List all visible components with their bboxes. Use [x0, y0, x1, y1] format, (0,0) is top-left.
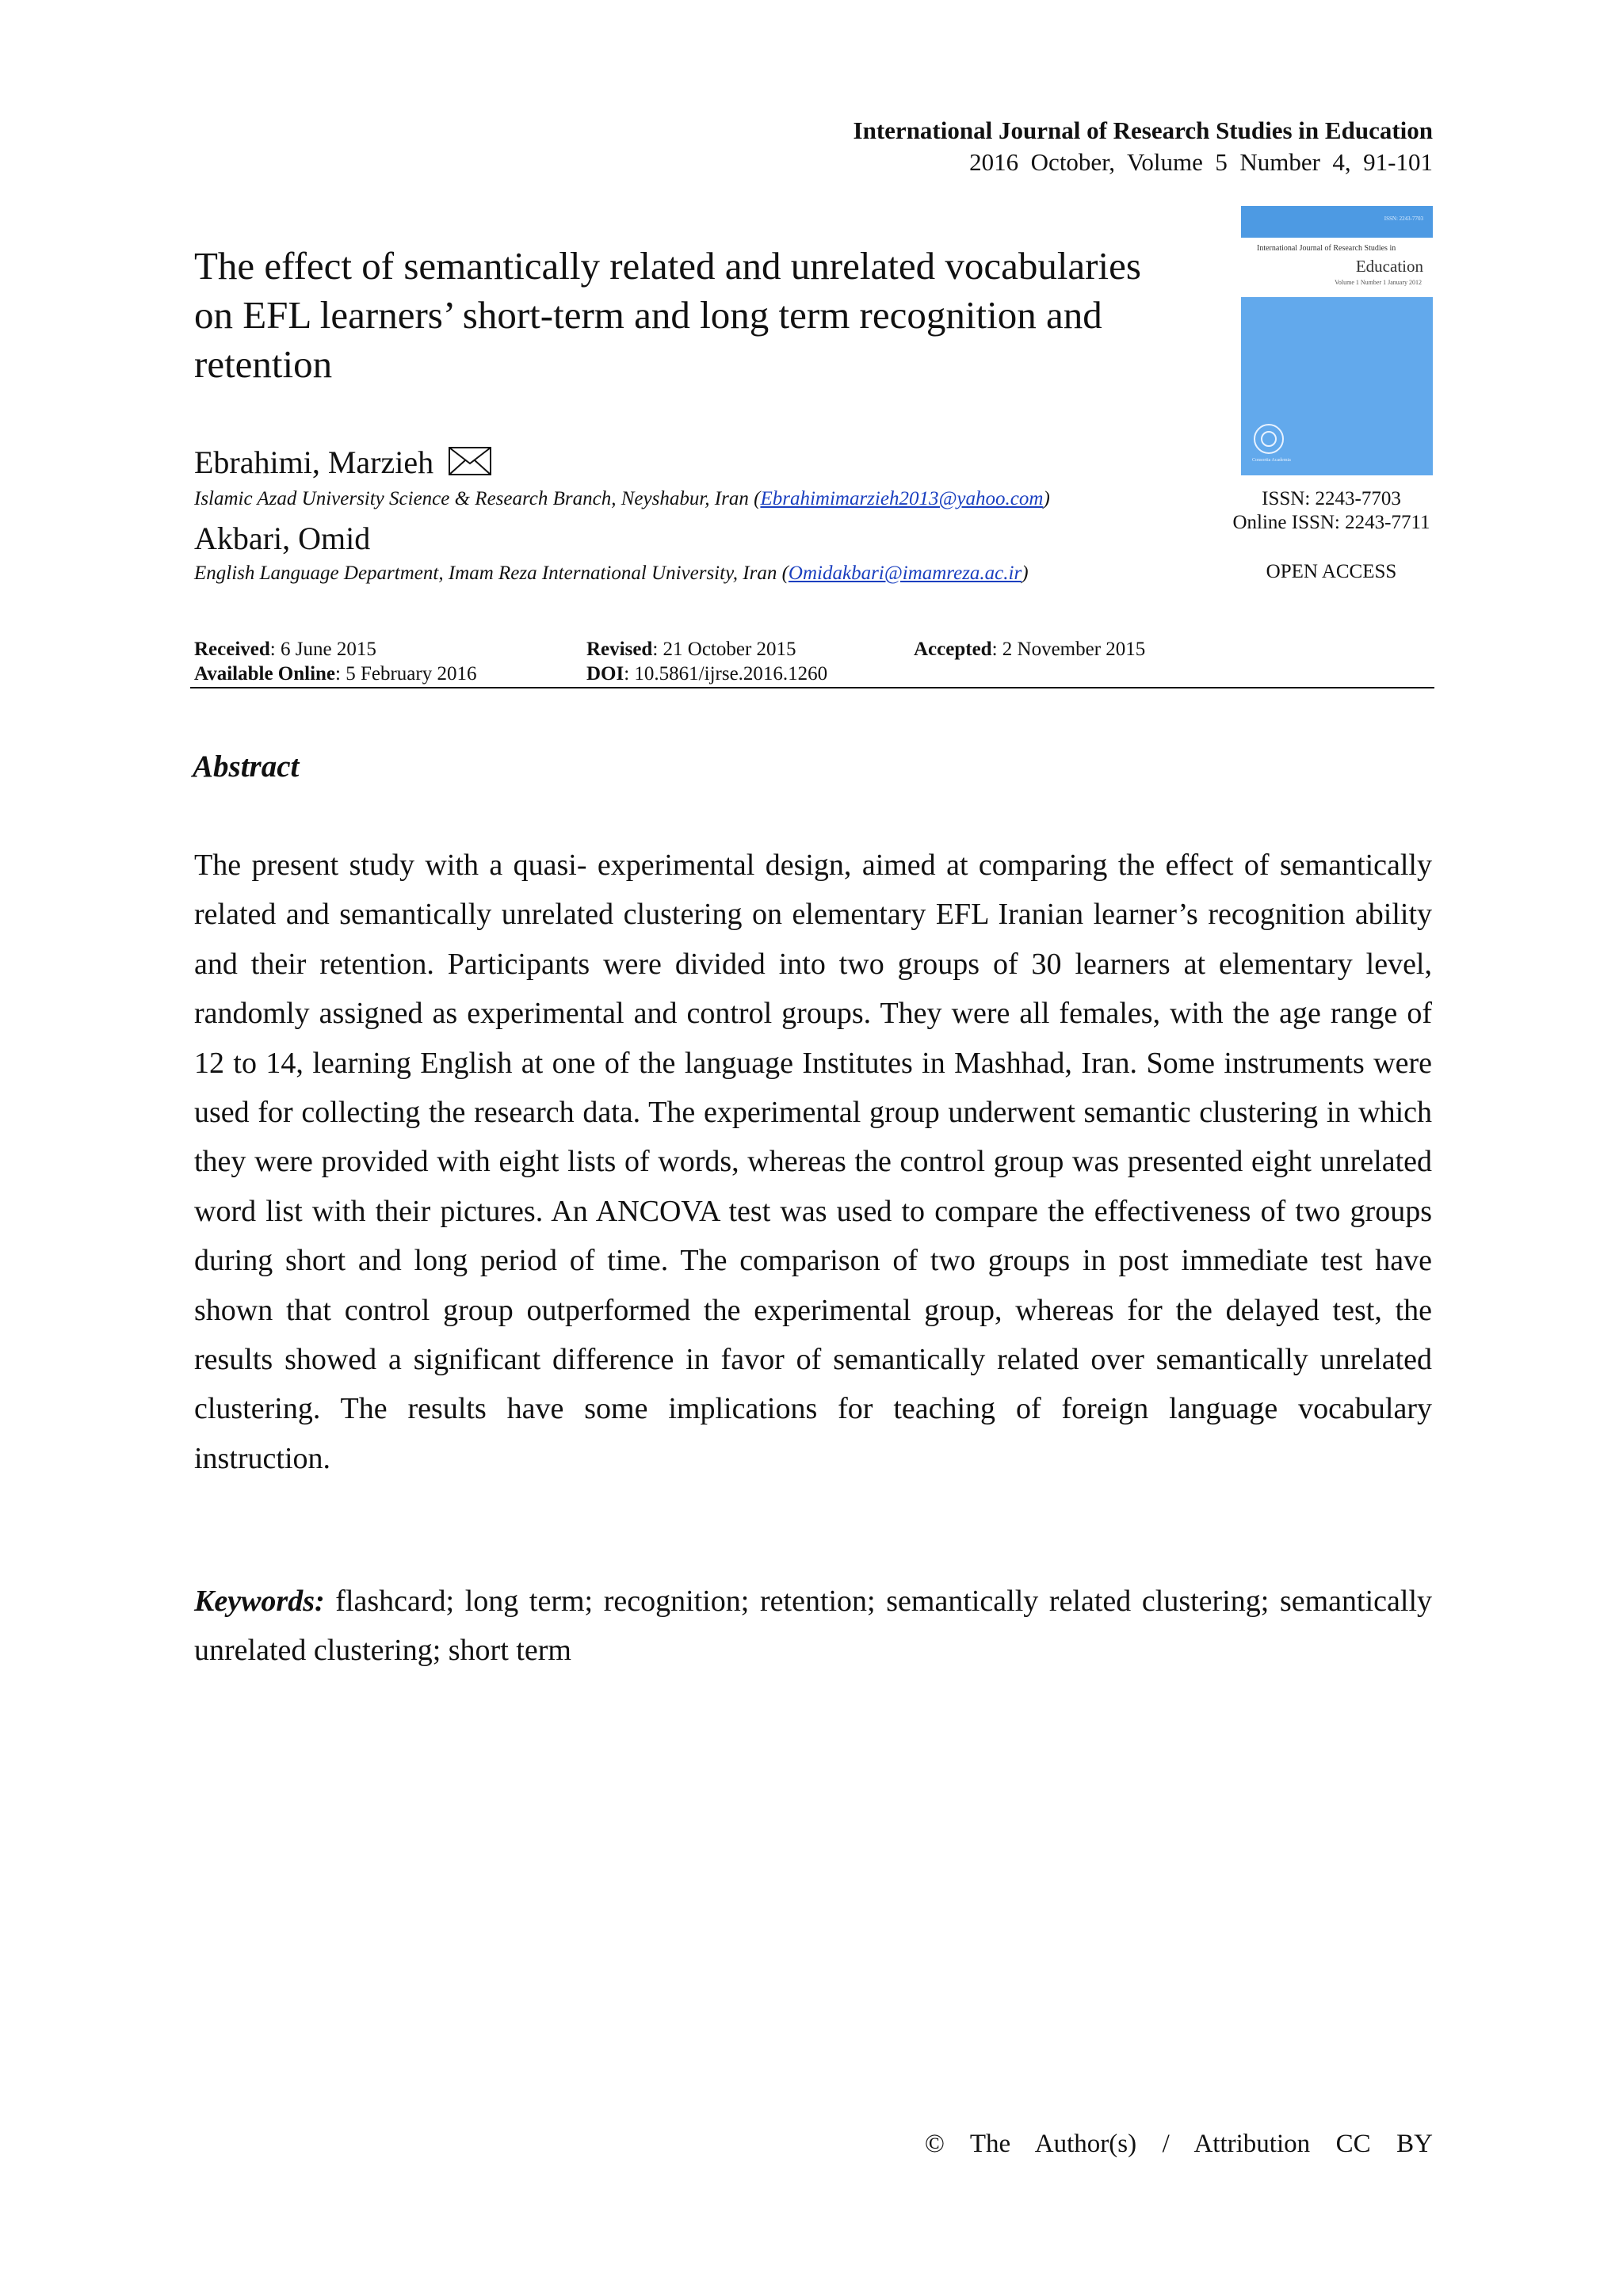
abstract-heading: Abstract: [193, 749, 300, 784]
journal-header: [854, 115, 1433, 178]
author-1-email-link[interactable]: Ebrahimimarzieh2013@yahoo.com: [760, 488, 1044, 509]
journal-name: International Journal of Research Studies in Education: [853, 116, 1433, 144]
abstract-body: The present study with a quasi- experimental design, aimed at comparing the effect of semantically related and semantically unrelated clustering on elementary EFL Iranian learner’s recognition ability and their retention. Participants were divided into two groups of 30 learners at elementary level, randomly assigned as experimental and control groups. They were all females, with the age range of 12 to 14, learning English at one of the language Institutes in Mashhad, Iran. Some instruments were used for collecting the research data. The experimental group underwent semantic clustering in which they were provided with eight lists of words, whereas the control group was presented eight unrelated word list with their pictures. An ANCOVA test was used to compare the effectiveness of two groups during short and long period of time. The comparison of two groups in post immediate test have shown that control group outperformed the experimental group, whereas for the delayed test, the results showed a significant difference in favor of semantically related over semantically unrelated clustering. The results have some implications for teaching of foreign language vocabulary instruction.: [194, 849, 1432, 1475]
author-1: [194, 444, 492, 482]
journal-issue: 2016 October, Volume 5 Number 4, 91-101: [969, 148, 1433, 176]
online-issn: Online ISSN: 2243-7711: [1232, 512, 1430, 533]
open-access-label: OPEN ACCESS: [1266, 561, 1397, 582]
seal-icon: [1254, 424, 1284, 454]
paper-title: The effect of semantically related and unrelated vocabularies on EFL learners’ short-term and long term recognition and retention: [194, 244, 1141, 386]
author-2-name: Akbari, Omid: [194, 521, 371, 556]
journal-cover-image: [1241, 206, 1433, 475]
cover-line-2: Education: [1355, 257, 1423, 276]
cover-line-3: Volume 1 Number 1 January 2012: [1335, 279, 1422, 286]
cover-issn: ISSN: 2243-7703: [1384, 215, 1423, 222]
cover-publisher: Consortia Academia: [1252, 458, 1291, 463]
issn: ISSN: 2243-7703: [1262, 488, 1401, 509]
cover-top-strip: [1241, 206, 1433, 238]
author-1-affiliation: Islamic Azad University Science & Research Branch, Neyshabur, Iran (Ebrahimimarzieh2013@yahoo.com): [194, 488, 1050, 509]
cover-title-band: [1241, 238, 1433, 297]
envelope-icon[interactable]: [448, 446, 492, 480]
license-footer: © The Author(s) / Attribution CC BY: [924, 2130, 1433, 2158]
author-2-email-link[interactable]: Omidakbari@imamreza.ac.ir: [788, 563, 1022, 584]
header-divider: [190, 687, 1434, 688]
keywords-list: flashcard; long term; recognition; retention; semantically related clustering; semantically unrelated clustering; short term: [194, 1585, 1432, 1668]
author-1-name: Ebrahimi, Marzieh: [194, 444, 434, 480]
doi: DOI: 10.5861/ijrse.2016.1260: [586, 663, 828, 685]
revised-date: Revised: 21 October 2015: [586, 639, 796, 660]
available-online-date: Available Online: 5 February 2016: [194, 663, 477, 685]
accepted-date: Accepted: 2 November 2015: [914, 639, 1146, 660]
issn-info: [1212, 487, 1450, 584]
keywords-label: Keywords:: [194, 1585, 325, 1618]
cover-line-1: International Journal of Research Studies in: [1257, 244, 1396, 253]
keywords: [194, 1577, 1432, 1676]
author-2-affiliation: English Language Department, Imam Reza International University, Iran (Omidakbari@imamreza.ac.ir): [194, 563, 1029, 584]
received-date: Received: 6 June 2015: [194, 639, 376, 660]
